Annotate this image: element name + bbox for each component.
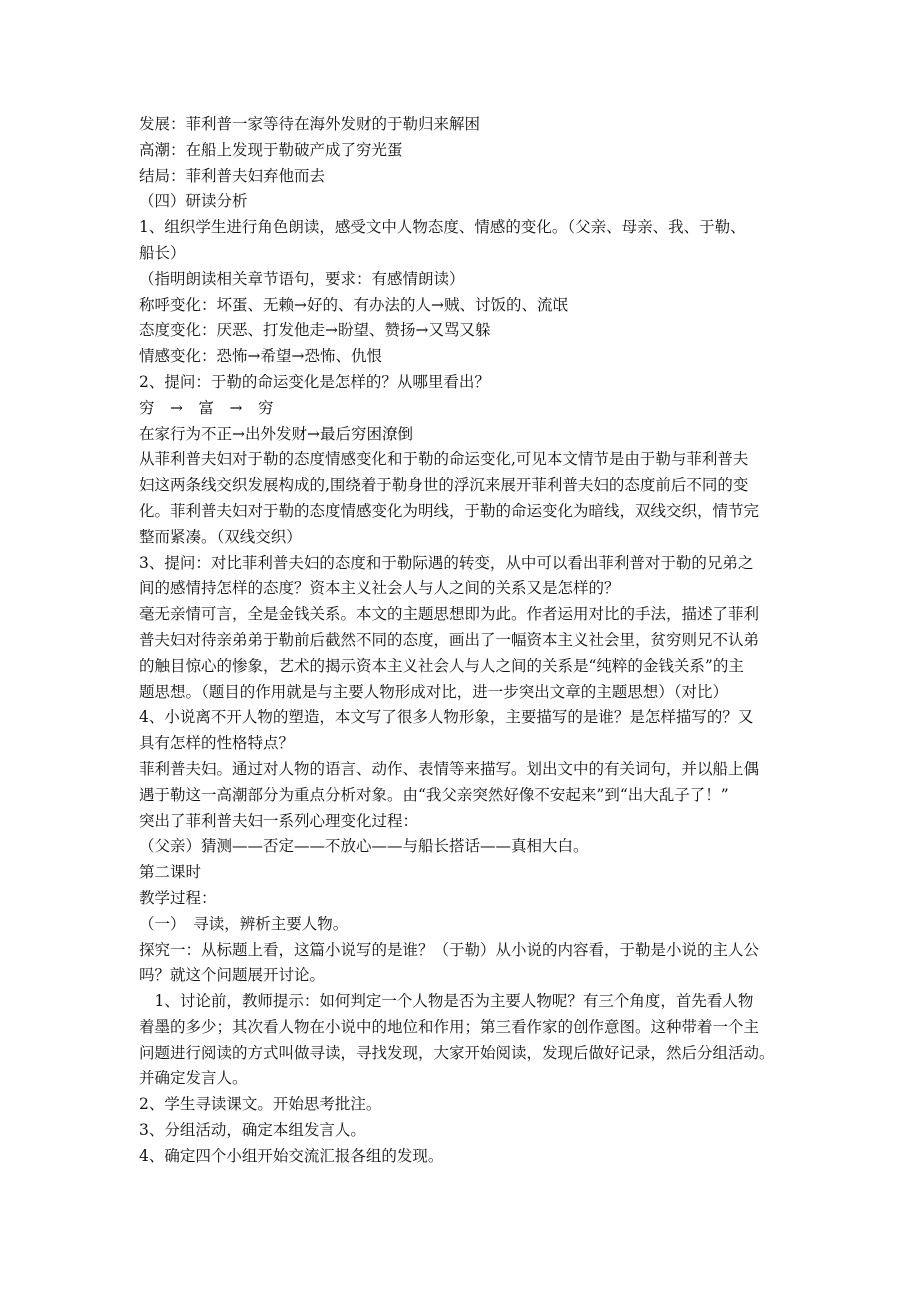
text-line: 情感变化：恐怖→希望→恐怖、仇恨 xyxy=(139,347,382,366)
text-line: 1、组织学生进行角色朗读，感受文中人物态度、情感的变化。（父亲、母亲、我、于勒、 xyxy=(139,218,746,237)
text-line: 1、讨论前，教师提示：如何判定一个人物是否为主要人物呢？有三个角度，首先看人物 xyxy=(139,992,754,1011)
text-line: 穷 → 富 → 穷 xyxy=(139,398,274,417)
text-line: 题思想。（题目的作用就是与主要人物形成对比，进一步突出文章的主题思想）（对比） xyxy=(139,682,729,701)
text-line: 遇于勒这一高潮部分为重点分析对象。由“我父亲突然好像不安起来”到“出大乱子了！” xyxy=(139,785,729,804)
text-line: 的触目惊心的惨象，艺术的揭示资本主义社会人与人之间的关系是“纯粹的金钱关系”的主 xyxy=(139,656,744,675)
text-line: 船长） xyxy=(139,243,186,262)
text-line: （指明朗读相关章节语句，要求：有感情朗读） xyxy=(139,269,465,288)
section-heading: （四）研读分析 xyxy=(139,192,248,211)
text-line: 吗？就这个问题展开讨论。 xyxy=(139,966,326,985)
text-line: 在家行为不正→出外发财→最后穷困潦倒 xyxy=(139,424,413,443)
text-line: 从菲利普夫妇对于勒的态度情感变化和于勒的命运变化,可见本文情节是由于勒与菲利普夫 xyxy=(139,450,749,469)
text-line: （一） 寻读，辨析主要人物。 xyxy=(139,914,349,933)
section-heading: 第二课时 xyxy=(139,863,202,882)
text-line: 3、分组活动，确定本组发言人。 xyxy=(139,1121,366,1140)
text-line: 发展：菲利普一家等待在海外发财的于勒归来解困 xyxy=(139,115,481,133)
text-line: 探究一：从标题上看，这篇小说写的是谁？（于勒）从小说的内容看，于勒是小说的主人公 xyxy=(139,940,760,959)
text-line: （父亲）猜测——否定——不放心——与船长搭话——真相大白。 xyxy=(139,837,589,856)
text-line: 教学过程： xyxy=(139,888,217,907)
text-line: 具有怎样的性格特点？ xyxy=(139,734,295,753)
text-line: 高潮：在船上发现于勒破产成了穷光蛋 xyxy=(139,140,403,159)
text-line: 结局：菲利普夫妇弃他而去 xyxy=(139,166,326,185)
document-page xyxy=(139,112,783,1170)
text-line: 突出了菲利普夫妇一系列心理变化过程： xyxy=(139,811,419,830)
text-line: 间的感情持怎样的态度？资本主义社会人与人之间的关系又是怎样的？ xyxy=(139,579,620,598)
text-line: 问题进行阅读的方式叫做寻读，寻找发现，大家开始阅读，发现后做好记录，然后分组活动。 xyxy=(139,1043,775,1062)
text-line: 3、提问：对比菲利普夫妇的态度和于勒际遇的转变，从中可以看出菲利普对于勒的兄弟之 xyxy=(139,553,754,572)
text-line: 菲利普夫妇。通过对人物的语言、动作、表情等来描写。划出文中的有关词句，并以船上偶 xyxy=(139,759,760,778)
text-line: 4、小说离不开人物的塑造，本文写了很多人物形象，主要描写的是谁？是怎样描写的？又 xyxy=(139,708,754,727)
text-line: 态度变化：厌恶、打发他走→盼望、赞扬→又骂又躲 xyxy=(139,321,491,340)
text-line: 毫无亲情可言，全是金钱关系。本文的主题思想即为此。作者运用对比的手法，描述了菲利 xyxy=(139,605,760,624)
text-line: 整而紧凑。（双线交织） xyxy=(139,527,302,546)
text-line: 2、学生寻读课文。开始思考批注。 xyxy=(139,1095,382,1114)
text-line: 4、确定四个小组开始交流汇报各组的发现。 xyxy=(139,1146,444,1165)
text-line: 普夫妇对待亲弟弟于勒前后截然不同的态度，画出了一幅资本主义社会里，贫穷则兄不认弟 xyxy=(139,630,760,649)
text-line: 称呼变化：坏蛋、无赖→好的、有办法的人→贼、讨饭的、流氓 xyxy=(139,295,568,314)
text-line: 2、提问：于勒的命运变化是怎样的？从哪里看出？ xyxy=(139,372,490,391)
text-line: 着墨的多少；其次看人物在小说中的地位和作用；第三看作家的创作意图。这种带着一个主 xyxy=(139,1017,760,1036)
text-line: 并确定发言人。 xyxy=(139,1069,248,1088)
text-line: 妇这两条线交织发展构成的,围绕着于勒身世的浮沉来展开菲利普夫妇的态度前后不同的变 xyxy=(139,476,749,495)
text-line: 化。菲利普夫妇对于勒的态度情感变化为明线，于勒的命运变化为暗线，双线交织，情节完 xyxy=(139,501,760,520)
